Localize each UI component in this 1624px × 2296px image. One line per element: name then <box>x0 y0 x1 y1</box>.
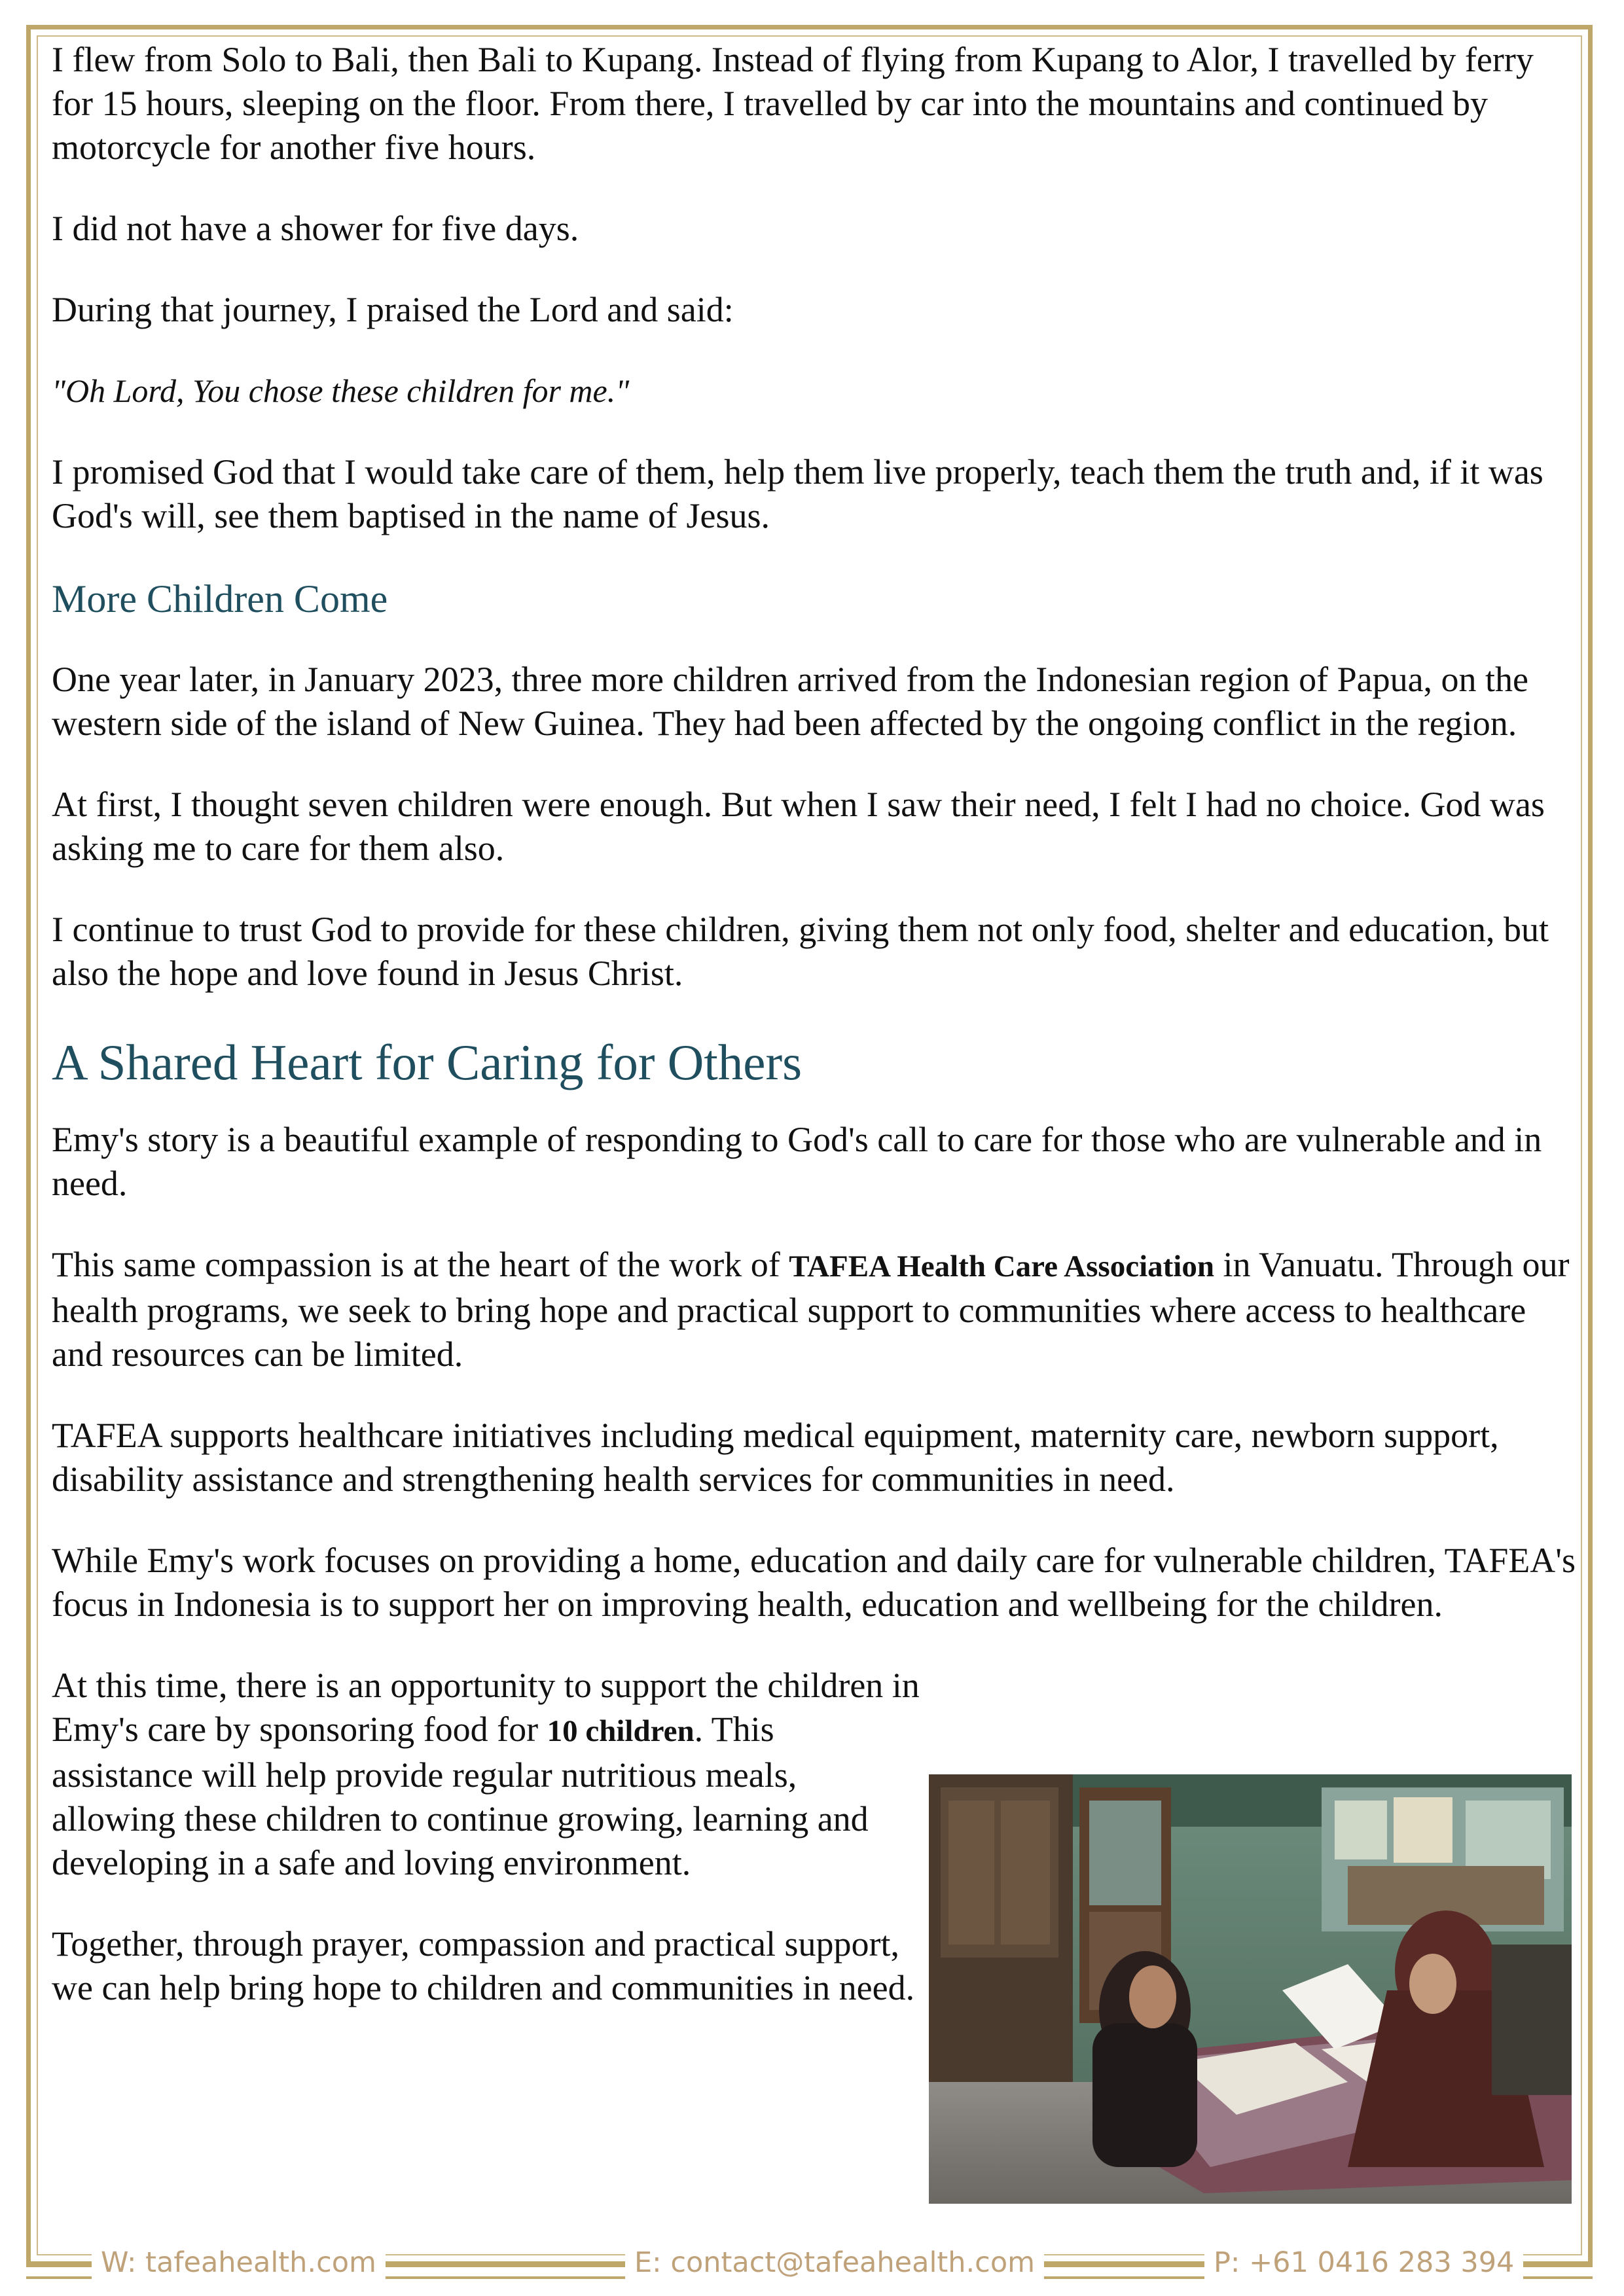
photo-women-reading <box>929 1774 1572 2204</box>
paragraph-papua: One year later, in January 2023, three more children arrived from the Indonesian region of Papua, on the western side of the island of New Guinea. They had been affected by the ongoing conflict in the region. <box>52 660 1529 743</box>
paragraph-no-shower: I did not have a shower for five days. <box>52 209 579 248</box>
paragraph-tafea-supports: TAFEA supports healthcare initiatives including medical equipment, maternity care, newborn support, disability assistance and strengthening health services for communities in need. <box>52 1416 1499 1499</box>
tafea-name: TAFEA Health Care Association <box>789 1249 1214 1283</box>
paragraph-trust-god: I continue to trust God to provide for these children, giving them not only food, shelter and education, but also the hope and love found in Jesus Christ. <box>52 910 1549 993</box>
paragraph-compassion: This same compassion is at the heart of the work of TAFEA Health Care Association in Vanuatu. Through our health programs, we seek to bring hope and practical support to communities where access to healthcare and resources can be limited. <box>52 1245 1570 1374</box>
paragraph-together: Together, through prayer, compassion and practical support, we can help bring hope to children and communities in need. <box>52 1924 915 2007</box>
heading-shared-heart: A Shared Heart for Caring for Others <box>52 1034 803 1090</box>
footer-website: W: tafeahealth.com <box>92 2246 386 2279</box>
paragraph-promise: I promised God that I would take care of them, help them live properly, teach them the truth and, if it was God's will, see them baptised in the name of Jesus. <box>52 452 1543 535</box>
paragraph-focus: While Emy's work focuses on providing a home, education and daily care for vulnerable children, TAFEA's focus in Indonesia is to support her on improving health, education and wellbeing for the children. <box>52 1541 1576 1624</box>
paragraph-journey: I flew from Solo to Bali, then Bali to Kupang. Instead of flying from Kupang to Alor, I travelled by ferry for 15 hours, sleeping on the floor. From there, I travelled by car into the mountains and continued by motorcycle for another five hours. <box>52 40 1534 167</box>
paragraph-seven-children: At first, I thought seven children were enough. But when I saw their need, I felt I had no choice. God was asking me to care for them also. <box>52 785 1545 868</box>
prayer-quote: "Oh Lord, You chose these children for me." <box>52 372 630 409</box>
article-body <box>52 38 1577 2047</box>
paragraph-opportunity: At this time, there is an opportunity to support the children in Emy's care by sponsoring food for 10 children. This assistance will help provide regular nutritious meals, allowing these children to continue growing, learning and developing in a safe and loving environment. <box>52 1666 920 1882</box>
paragraph-emys-story: Emy's story is a beautiful example of responding to God's call to care for those who are vulnerable and in need. <box>52 1120 1542 1203</box>
paragraph-praise: During that journey, I praised the Lord and said: <box>52 290 734 329</box>
left-column <box>52 1664 922 2010</box>
footer-phone: P: +61 0416 283 394 <box>1204 2246 1523 2279</box>
heading-more-children: More Children Come <box>52 577 388 620</box>
ten-children: 10 children <box>547 1714 695 1748</box>
photo-illustration <box>929 1774 1572 2204</box>
footer-email: E: contact@tafeahealth.com <box>625 2246 1044 2279</box>
page-footer <box>26 2237 1593 2296</box>
